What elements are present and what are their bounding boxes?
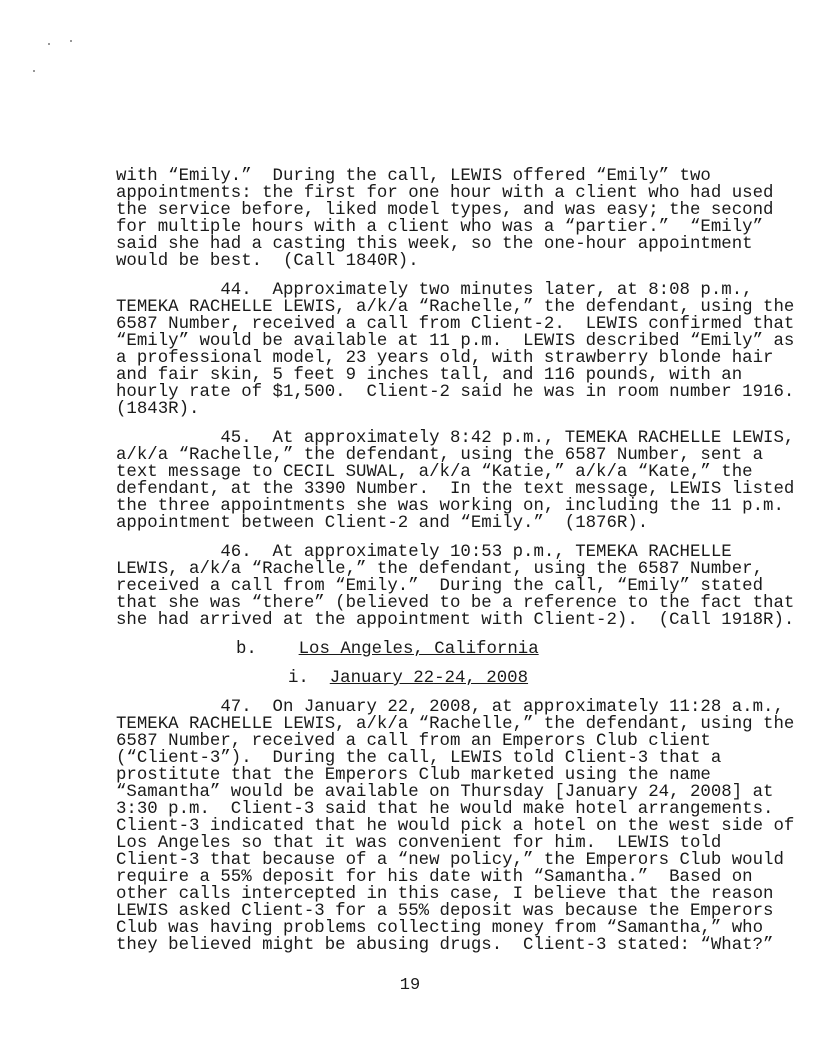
text-line: appointments: the first for one hour with a client who had used	[116, 184, 774, 203]
text-line: a/k/a “Rachelle,” the defendant, using the 6587 Number, sent a	[116, 446, 764, 465]
text-line: the three appointments she was working on, including the 11 p.m.	[116, 497, 784, 516]
text-line: TEMEKA RACHELLE LEWIS, a/k/a “Rachelle,” the defendant, using the	[116, 715, 795, 734]
section-title: Los Angeles, California	[298, 640, 539, 659]
text-line: for multiple hours with a client who was a “partier.” “Emily”	[116, 218, 764, 237]
text-line: Club was having problems collecting money from “Samantha,” who	[116, 919, 764, 938]
section-marker: b.	[236, 640, 257, 659]
text-line: (“Client-3”). During the call, LEWIS told Client-3 that a	[116, 749, 722, 768]
paragraph-43-continued	[116, 168, 816, 270]
text-line: “Samantha” would be available on Thursday [January 24, 2008] at	[116, 783, 774, 802]
scan-speck	[33, 70, 35, 72]
text-line: and fair skin, 5 feet 9 inches tall, and 116 pounds, with an	[116, 366, 743, 385]
text-line: 47. On January 22, 2008, at approximately 11:28 a.m.,	[116, 698, 784, 717]
text-line: would be best. (Call 1840R).	[116, 252, 419, 271]
subsection-marker: i.	[288, 669, 309, 688]
scan-speck	[48, 43, 50, 45]
document-body	[116, 168, 816, 966]
text-line: they believed might be abusing drugs. Client-3 stated: “What?”	[116, 936, 774, 955]
text-line: that she was “there” (believed to be a reference to the fact that	[116, 594, 795, 613]
text-line: 46. At approximately 10:53 p.m., TEMEKA RACHELLE	[116, 543, 732, 562]
paragraph-44	[116, 282, 816, 418]
text-line: LEWIS, a/k/a “Rachelle,” the defendant, using the 6587 Number,	[116, 560, 764, 579]
page-number: 19	[399, 976, 421, 995]
text-line: with “Emily.” During the call, LEWIS offered “Emily” two	[116, 167, 711, 186]
text-line: other calls intercepted in this case, I believe that the reason	[116, 885, 774, 904]
text-line: 6587 Number, received a call from Client-2. LEWIS confirmed that	[116, 315, 795, 334]
text-line: hourly rate of $1,500. Client-2 said he was in room number 1916.	[116, 383, 795, 402]
text-line: TEMEKA RACHELLE LEWIS, a/k/a “Rachelle,” the defendant, using the	[116, 298, 795, 317]
text-line: said she had a casting this week, so the one-hour appointment	[116, 235, 753, 254]
text-line: she had arrived at the appointment with Client-2). (Call 1918R).	[116, 611, 795, 630]
paragraph-47	[116, 699, 816, 954]
text-line: (1843R).	[116, 400, 200, 419]
text-line: appointment between Client-2 and “Emily.” (1876R).	[116, 514, 649, 533]
text-line: text message to CECIL SUWAL, a/k/a “Katie,” a/k/a “Kate,” the	[116, 463, 753, 482]
text-line: require a 55% deposit for his date with “Samantha.” Based on	[116, 868, 753, 887]
section-heading-b	[116, 641, 816, 658]
text-line: prostitute that the Emperors Club marketed using the name	[116, 766, 711, 785]
text-line: Los Angeles so that it was convenient for him. LEWIS told	[116, 834, 722, 853]
subsection-title: January 22-24, 2008	[329, 669, 529, 688]
text-line: 3:30 p.m. Client-3 said that he would make hotel arrangements.	[116, 800, 774, 819]
text-line: defendant, at the 3390 Number. In the text message, LEWIS listed	[116, 480, 795, 499]
text-line: a professional model, 23 years old, with strawberry blonde hair	[116, 349, 774, 368]
text-line: 44. Approximately two minutes later, at 8:08 p.m.,	[116, 281, 753, 300]
text-line: “Emily” would be available at 11 p.m. LEWIS described “Emily” as	[116, 332, 795, 351]
scan-speck	[70, 40, 72, 42]
paragraph-46	[116, 544, 816, 629]
subsection-heading-i	[116, 670, 816, 687]
text-line: Client-3 that because of a “new policy,” the Emperors Club would	[116, 851, 784, 870]
text-line: 45. At approximately 8:42 p.m., TEMEKA RACHELLE LEWIS,	[116, 429, 795, 448]
text-line: received a call from “Emily.” During the call, “Emily” stated	[116, 577, 764, 596]
text-line: Client-3 indicated that he would pick a hotel on the west side of	[116, 817, 795, 836]
text-line: LEWIS asked Client-3 for a 55% deposit was because the Emperors	[116, 902, 774, 921]
text-line: the service before, liked model types, and was easy; the second	[116, 201, 774, 220]
text-line: 6587 Number, received a call from an Emperors Club client	[116, 732, 711, 751]
paragraph-45	[116, 430, 816, 532]
